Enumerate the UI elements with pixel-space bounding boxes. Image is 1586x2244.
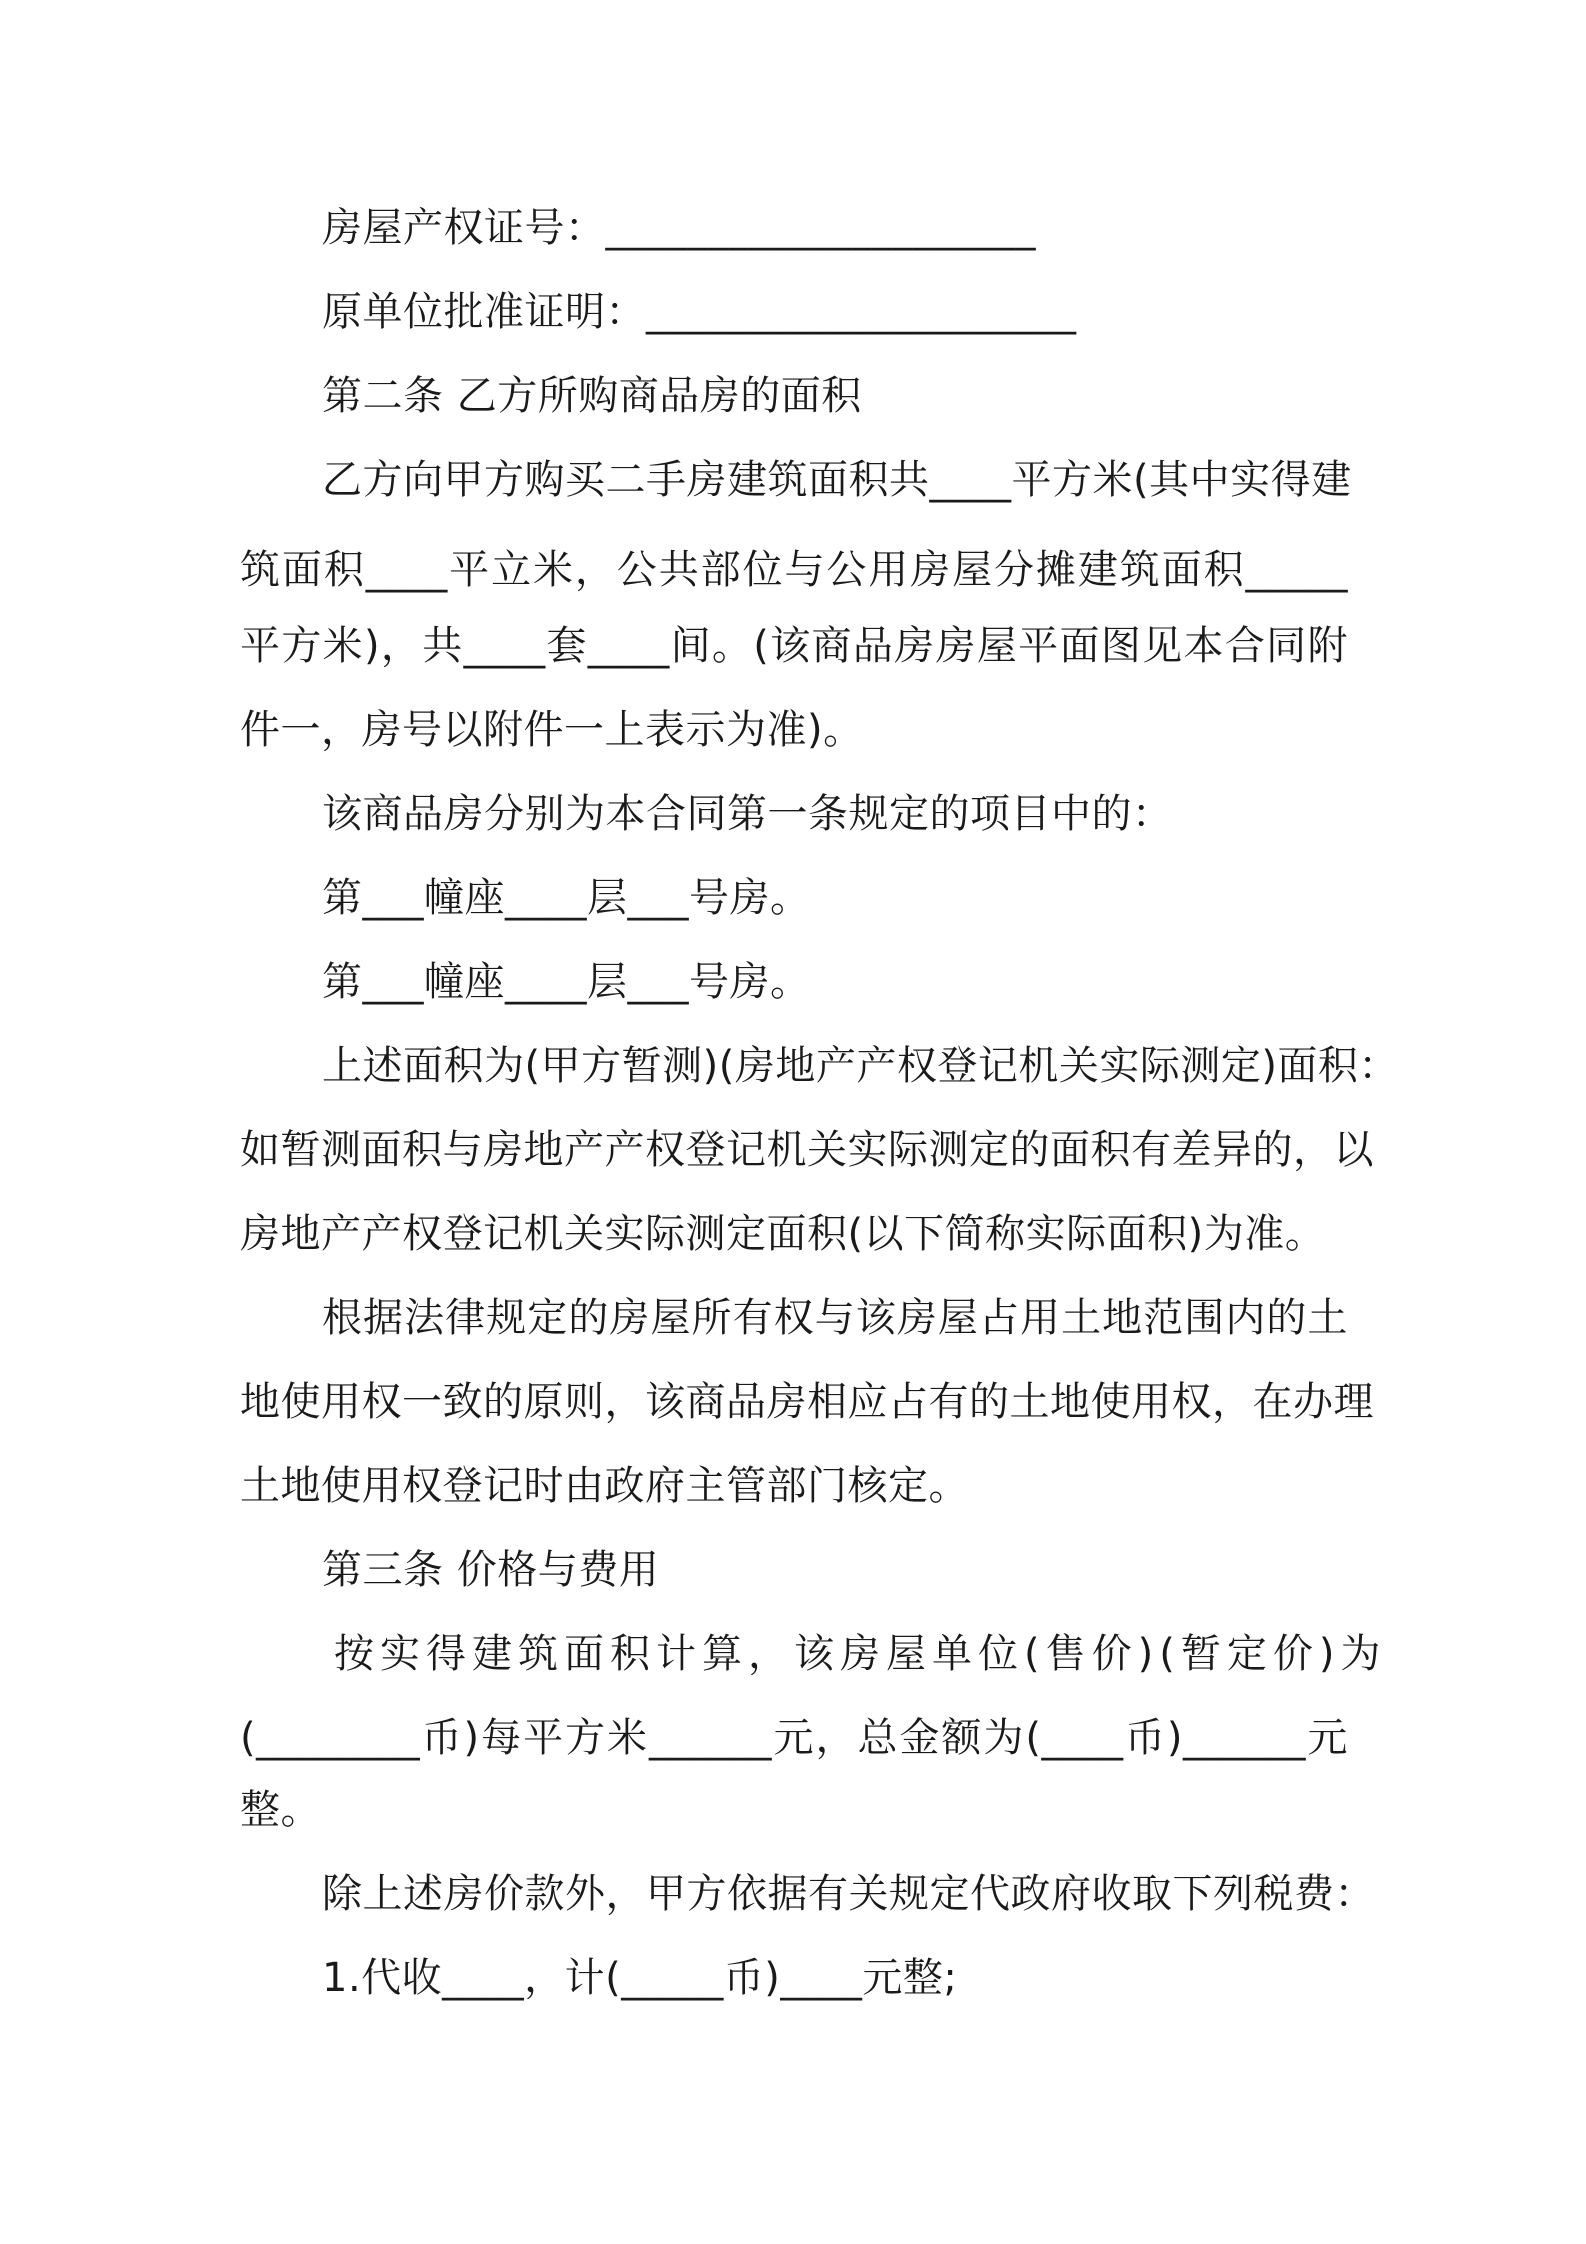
- paragraph-line: 筑面积____平立米，公共部位与公用房屋分摊建筑面积_____: [240, 547, 1348, 593]
- paragraph-line: 乙方向甲方购买二手房建筑面积共____平方米(其中实得建: [322, 457, 1352, 503]
- paragraph-line: 如暂测面积与房地产产权登记机关实际测定的面积有差异的，以: [240, 1127, 1374, 1173]
- paragraph-line: 房地产产权登记机关实际测定面积(以下简称实际面积)为准。: [240, 1211, 1326, 1257]
- paragraph-line: 土地使用权登记时由政府主管部门核定。: [240, 1463, 969, 1509]
- article-three-heading: 第三条 价格与费用: [322, 1547, 660, 1593]
- property-cert-number-line: 房屋产权证号：_____________________: [322, 205, 1036, 251]
- paragraph-line: 除上述房价款外，甲方依据有关规定代政府收取下列税费：: [322, 1871, 1375, 1917]
- paragraph-line: 整。: [240, 1787, 321, 1833]
- paragraph-line: 按实得建筑面积计算，该房屋单位(售价)(暂定价)为: [334, 1631, 1387, 1677]
- article-two-heading: 第二条 乙方所购商品房的面积: [322, 373, 862, 419]
- paragraph-line: 上述面积为(甲方暂测)(房地产产权登记机关实际测定)面积：: [322, 1043, 1399, 1089]
- tax-item-line: 1.代收____，计(_____币)____元整;: [322, 1955, 958, 2001]
- paragraph-line: 根据法律规定的房屋所有权与该房屋占用土地范围内的土: [322, 1295, 1348, 1341]
- unit-location-line: 第___幢座____层___号房。: [322, 875, 811, 921]
- paragraph-line: 件一，房号以附件一上表示为准)。: [240, 707, 864, 753]
- paragraph-line: 该商品房分别为本合同第一条规定的项目中的：: [322, 791, 1173, 837]
- paragraph-line: (________币)每平方米______元，总金额为(____币)______元: [240, 1715, 1348, 1761]
- original-unit-approval-line: 原单位批准证明：_____________________: [322, 289, 1077, 335]
- paragraph-line: 地使用权一致的原则，该商品房相应占有的土地使用权，在办理: [240, 1379, 1374, 1425]
- paragraph-line: 平方米)，共____套____间。(该商品房房屋平面图见本合同附: [240, 623, 1348, 669]
- unit-location-line: 第___幢座____层___号房。: [322, 959, 811, 1005]
